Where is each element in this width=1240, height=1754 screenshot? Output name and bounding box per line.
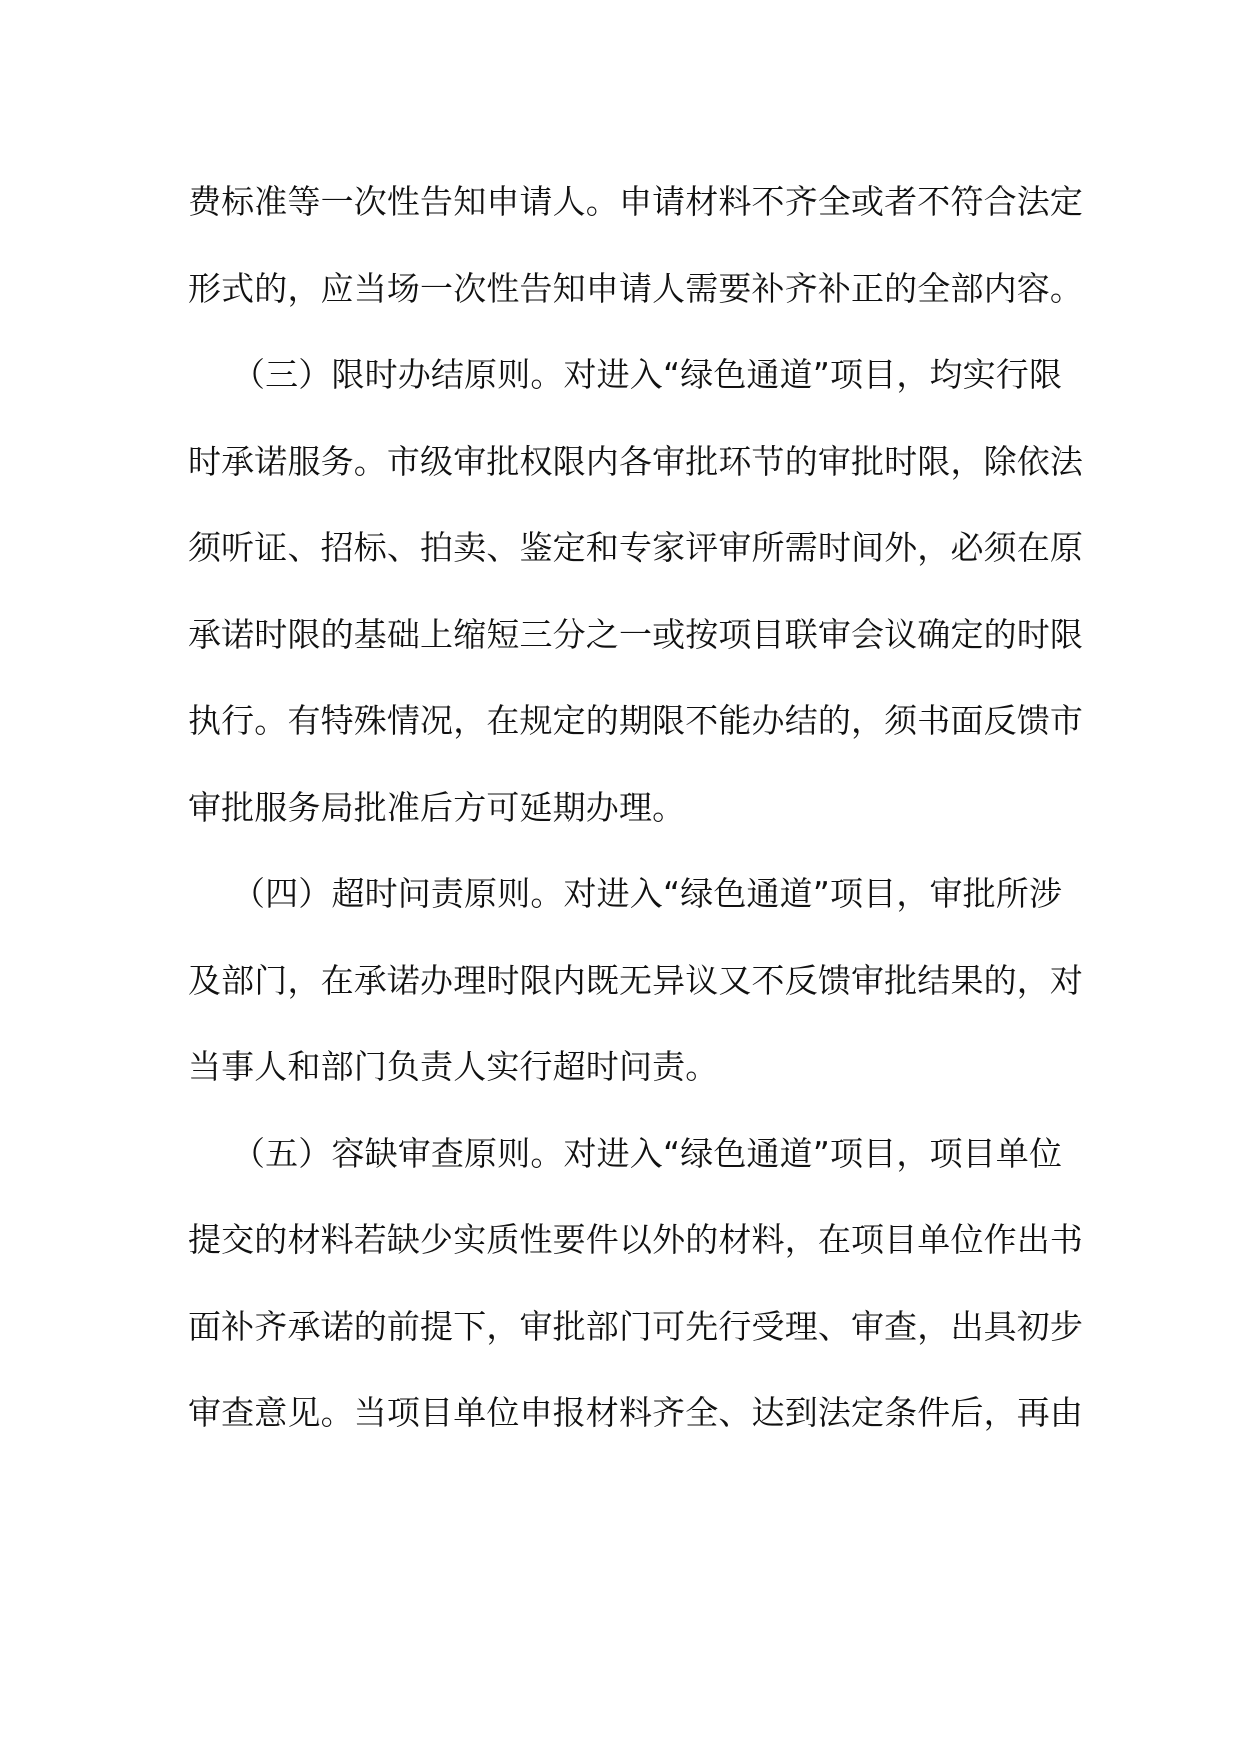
text-line-5: 须听证、招标、拍卖、鉴定和专家评审所需时间外，必须在原 xyxy=(188,528,1084,567)
text-line-10: 及部门，在承诺办理时限内既无异议又不反馈审批结果的，对 xyxy=(188,961,1084,1000)
text-line-4: 时承诺服务。市级审批权限内各审批环节的审批时限，除依法 xyxy=(188,442,1084,481)
text-line-2: 形式的，应当场一次性告知申请人需要补齐补正的全部内容。 xyxy=(188,269,1084,308)
text-line-1: 费标准等一次性告知申请人。申请材料不齐全或者不符合法定 xyxy=(188,182,1084,221)
text-line-7: 执行。有特殊情况，在规定的期限不能办结的，须书面反馈市 xyxy=(188,701,1084,740)
text-line-8: 审批服务局批准后方可延期办理。 xyxy=(188,788,686,827)
paragraph-3-heading-line: （三）限时办结原则。对进入“绿色通道”项目，均实行限 xyxy=(232,355,1063,394)
paragraph-5-heading-line: （五）容缺审查原则。对进入“绿色通道”项目，项目单位 xyxy=(232,1134,1063,1173)
text-line-11: 当事人和部门负责人实行超时问责。 xyxy=(188,1047,719,1086)
paragraph-4-heading-line: （四）超时问责原则。对进入“绿色通道”项目，审批所涉 xyxy=(232,874,1063,913)
text-line-15: 审查意见。当项目单位申报材料齐全、达到法定条件后，再由 xyxy=(188,1393,1084,1432)
text-line-13: 提交的材料若缺少实质性要件以外的材料，在项目单位作出书 xyxy=(188,1220,1084,1259)
text-line-6: 承诺时限的基础上缩短三分之一或按项目联审会议确定的时限 xyxy=(188,615,1084,654)
text-line-14: 面补齐承诺的前提下，审批部门可先行受理、审查，出具初步 xyxy=(188,1307,1084,1346)
